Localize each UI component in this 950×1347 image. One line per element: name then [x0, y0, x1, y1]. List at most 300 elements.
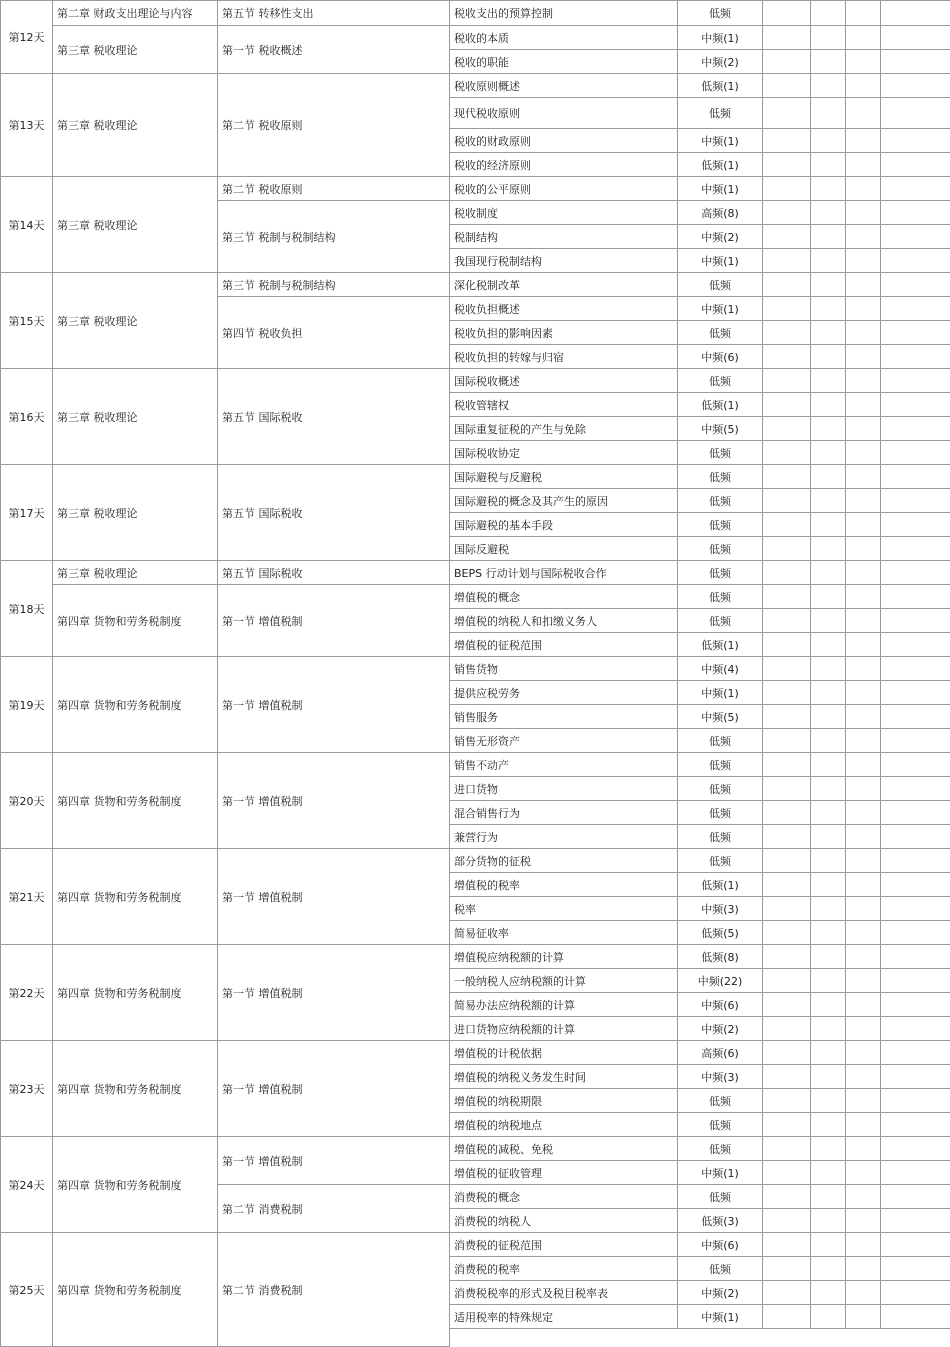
topic-cell: 简易办法应纳税额的计算 [449, 992, 678, 1017]
blank-cell [762, 176, 811, 201]
blank-cell [762, 1016, 811, 1041]
section-cell: 第五节 转移性支出 [217, 0, 450, 26]
frequency-cell: 中频(1) [677, 25, 763, 50]
blank-cell [880, 896, 950, 921]
topic-cell: 消费税税率的形式及税目税率表 [449, 1280, 678, 1305]
blank-cell [762, 128, 811, 153]
blank-cell [810, 152, 846, 177]
section-cell: 第一节 增值税制 [217, 944, 450, 1041]
blank-cell [762, 848, 811, 873]
chapter-cell: 第二章 财政支出理论与内容 [52, 0, 218, 26]
topic-cell: 销售货物 [449, 656, 678, 681]
section-cell: 第二节 消费税制 [217, 1232, 450, 1347]
blank-cell [810, 608, 846, 633]
blank-cell [762, 896, 811, 921]
blank-cell [762, 1064, 811, 1089]
topic-cell: 税收管辖权 [449, 392, 678, 417]
blank-cell [810, 296, 846, 321]
blank-cell [845, 800, 881, 825]
blank-cell [762, 968, 811, 993]
blank-cell [880, 97, 950, 129]
frequency-cell: 低频(1) [677, 392, 763, 417]
frequency-cell: 中频(3) [677, 1064, 763, 1089]
topic-cell: 税收的财政原则 [449, 128, 678, 153]
day-cell: 第16天 [0, 368, 53, 465]
blank-cell [762, 536, 811, 561]
blank-cell [810, 776, 846, 801]
blank-cell [762, 488, 811, 513]
blank-cell [845, 1304, 881, 1329]
blank-cell [762, 728, 811, 753]
blank-cell [810, 1016, 846, 1041]
blank-cell [810, 752, 846, 777]
blank-cell [845, 1256, 881, 1281]
blank-cell [845, 920, 881, 945]
topic-cell: 简易征收率 [449, 920, 678, 945]
topic-cell: 税收负担的影响因素 [449, 320, 678, 345]
blank-cell [762, 224, 811, 249]
blank-cell [880, 320, 950, 345]
blank-cell [845, 728, 881, 753]
frequency-cell: 中频(1) [677, 680, 763, 705]
topic-cell: 混合销售行为 [449, 800, 678, 825]
blank-cell [880, 704, 950, 729]
blank-cell [762, 0, 811, 26]
blank-cell [880, 992, 950, 1017]
blank-cell [880, 224, 950, 249]
blank-cell [762, 776, 811, 801]
topic-cell: 适用税率的特殊规定 [449, 1304, 678, 1329]
blank-cell [762, 416, 811, 441]
blank-cell [762, 632, 811, 657]
blank-cell [810, 1232, 846, 1257]
blank-cell [762, 25, 811, 50]
topic-cell: 进口货物 [449, 776, 678, 801]
blank-cell [810, 896, 846, 921]
blank-cell [845, 1064, 881, 1089]
blank-cell [845, 416, 881, 441]
blank-cell [810, 1184, 846, 1209]
section-cell: 第二节 税收原则 [217, 73, 450, 177]
blank-cell [810, 368, 846, 393]
blank-cell [845, 1184, 881, 1209]
chapter-cell: 第四章 货物和劳务税制度 [52, 584, 218, 657]
blank-cell [762, 368, 811, 393]
chapter-cell: 第四章 货物和劳务税制度 [52, 848, 218, 945]
blank-cell [880, 1208, 950, 1233]
blank-cell [880, 944, 950, 969]
blank-cell [880, 1304, 950, 1329]
topic-cell: 税收制度 [449, 200, 678, 225]
frequency-cell: 低频 [677, 97, 763, 129]
blank-cell [880, 25, 950, 50]
topic-cell: 国际反避税 [449, 536, 678, 561]
topic-cell: 税收的本质 [449, 25, 678, 50]
frequency-cell: 低频 [677, 560, 763, 585]
frequency-cell: 中频(1) [677, 176, 763, 201]
blank-cell [810, 1040, 846, 1065]
chapter-cell: 第四章 货物和劳务税制度 [52, 752, 218, 849]
blank-cell [845, 824, 881, 849]
blank-cell [762, 584, 811, 609]
chapter-cell: 第三章 税收理论 [52, 368, 218, 465]
blank-cell [762, 152, 811, 177]
blank-cell [762, 1136, 811, 1161]
blank-cell [810, 656, 846, 681]
blank-cell [762, 1112, 811, 1137]
frequency-cell: 低频 [677, 752, 763, 777]
blank-cell [845, 73, 881, 98]
blank-cell [880, 1112, 950, 1137]
blank-cell [845, 896, 881, 921]
chapter-cell: 第四章 货物和劳务税制度 [52, 1136, 218, 1233]
blank-cell [880, 728, 950, 753]
blank-cell [845, 512, 881, 537]
blank-cell [845, 968, 881, 993]
topic-cell: 增值税的计税依据 [449, 1040, 678, 1065]
chapter-cell: 第三章 税收理论 [52, 560, 218, 585]
frequency-cell: 低频 [677, 536, 763, 561]
section-cell: 第一节 增值税制 [217, 656, 450, 753]
frequency-cell: 中频(1) [677, 1160, 763, 1185]
blank-cell [880, 1160, 950, 1185]
blank-cell [762, 704, 811, 729]
blank-cell [810, 248, 846, 273]
frequency-cell: 中频(2) [677, 1016, 763, 1041]
frequency-cell: 低频 [677, 320, 763, 345]
blank-cell [810, 512, 846, 537]
frequency-cell: 低频 [677, 1088, 763, 1113]
blank-cell [880, 824, 950, 849]
section-cell: 第一节 增值税制 [217, 1040, 450, 1137]
blank-cell [880, 1232, 950, 1257]
blank-cell [810, 200, 846, 225]
topic-cell: 税收负担概述 [449, 296, 678, 321]
blank-cell [880, 440, 950, 465]
topic-cell: 销售无形资产 [449, 728, 678, 753]
topic-cell: 国际避税与反避税 [449, 464, 678, 489]
section-cell: 第三节 税制与税制结构 [217, 200, 450, 273]
blank-cell [810, 464, 846, 489]
topic-cell: 我国现行税制结构 [449, 248, 678, 273]
frequency-cell: 低频(1) [677, 872, 763, 897]
blank-cell [762, 800, 811, 825]
blank-cell [762, 49, 811, 74]
blank-cell [880, 73, 950, 98]
frequency-cell: 低频 [677, 488, 763, 513]
blank-cell [880, 272, 950, 297]
blank-cell [845, 200, 881, 225]
blank-cell [762, 1160, 811, 1185]
blank-cell [880, 128, 950, 153]
topic-cell: 增值税应纳税额的计算 [449, 944, 678, 969]
blank-cell [845, 97, 881, 129]
frequency-cell: 低频 [677, 368, 763, 393]
frequency-cell: 中频(6) [677, 992, 763, 1017]
blank-cell [810, 128, 846, 153]
blank-cell [845, 776, 881, 801]
topic-cell: 一般纳税人应纳税额的计算 [449, 968, 678, 993]
blank-cell [880, 752, 950, 777]
blank-cell [845, 464, 881, 489]
blank-cell [762, 1088, 811, 1113]
blank-cell [762, 1040, 811, 1065]
frequency-cell: 中频(6) [677, 1232, 763, 1257]
blank-cell [810, 1064, 846, 1089]
blank-cell [810, 1160, 846, 1185]
topic-cell: BEPS 行动计划与国际税收合作 [449, 560, 678, 585]
blank-cell [762, 392, 811, 417]
chapter-cell: 第三章 税收理论 [52, 73, 218, 177]
blank-cell [880, 200, 950, 225]
blank-cell [880, 680, 950, 705]
blank-cell [845, 440, 881, 465]
frequency-cell: 低频 [677, 1136, 763, 1161]
blank-cell [762, 272, 811, 297]
blank-cell [845, 656, 881, 681]
blank-cell [762, 992, 811, 1017]
blank-cell [880, 1064, 950, 1089]
chapter-cell: 第四章 货物和劳务税制度 [52, 1232, 218, 1347]
topic-cell: 销售不动产 [449, 752, 678, 777]
day-cell: 第18天 [0, 560, 53, 657]
blank-cell [845, 1112, 881, 1137]
blank-cell [810, 1304, 846, 1329]
blank-cell [880, 632, 950, 657]
frequency-cell: 高频(8) [677, 200, 763, 225]
topic-cell: 消费税的税率 [449, 1256, 678, 1281]
blank-cell [810, 536, 846, 561]
blank-cell [845, 344, 881, 369]
blank-cell [762, 344, 811, 369]
topic-cell: 部分货物的征税 [449, 848, 678, 873]
blank-cell [845, 272, 881, 297]
section-cell: 第五节 国际税收 [217, 368, 450, 465]
blank-cell [880, 49, 950, 74]
blank-cell [762, 512, 811, 537]
blank-cell [810, 680, 846, 705]
blank-cell [845, 608, 881, 633]
blank-cell [810, 392, 846, 417]
blank-cell [845, 584, 881, 609]
blank-cell [845, 944, 881, 969]
blank-cell [762, 920, 811, 945]
blank-cell [845, 176, 881, 201]
topic-cell: 国际税收协定 [449, 440, 678, 465]
blank-cell [880, 488, 950, 513]
frequency-cell: 低频 [677, 800, 763, 825]
section-cell: 第二节 税收原则 [217, 176, 450, 201]
blank-cell [880, 800, 950, 825]
blank-cell [845, 632, 881, 657]
blank-cell [880, 1040, 950, 1065]
blank-cell [880, 368, 950, 393]
topic-cell: 税收的公平原则 [449, 176, 678, 201]
blank-cell [810, 848, 846, 873]
frequency-cell: 中频(22) [677, 968, 763, 993]
blank-cell [845, 488, 881, 513]
blank-cell [810, 728, 846, 753]
frequency-cell: 高频(6) [677, 1040, 763, 1065]
blank-cell [845, 0, 881, 26]
blank-cell [880, 968, 950, 993]
frequency-cell: 中频(1) [677, 1304, 763, 1329]
blank-cell [762, 680, 811, 705]
topic-cell: 消费税的征税范围 [449, 1232, 678, 1257]
frequency-cell: 中频(1) [677, 296, 763, 321]
day-cell: 第13天 [0, 73, 53, 177]
topic-cell: 销售服务 [449, 704, 678, 729]
frequency-cell: 中频(2) [677, 1280, 763, 1305]
topic-cell: 增值税的征收管理 [449, 1160, 678, 1185]
blank-cell [880, 344, 950, 369]
blank-cell [845, 536, 881, 561]
day-cell: 第19天 [0, 656, 53, 753]
day-cell: 第23天 [0, 1040, 53, 1137]
section-cell: 第四节 税收负担 [217, 296, 450, 369]
chapter-cell: 第三章 税收理论 [52, 464, 218, 561]
blank-cell [762, 1256, 811, 1281]
topic-cell: 税收的经济原则 [449, 152, 678, 177]
blank-cell [880, 584, 950, 609]
blank-cell [880, 176, 950, 201]
frequency-cell: 中频(5) [677, 416, 763, 441]
blank-cell [762, 248, 811, 273]
blank-cell [762, 464, 811, 489]
frequency-cell: 中频(6) [677, 344, 763, 369]
blank-cell [880, 608, 950, 633]
chapter-cell: 第四章 货物和劳务税制度 [52, 656, 218, 753]
blank-cell [845, 25, 881, 50]
topic-cell: 现代税收原则 [449, 97, 678, 129]
day-cell: 第20天 [0, 752, 53, 849]
frequency-cell: 低频 [677, 0, 763, 26]
blank-cell [845, 1016, 881, 1041]
blank-cell [845, 1208, 881, 1233]
day-cell: 第17天 [0, 464, 53, 561]
blank-cell [880, 1280, 950, 1305]
blank-cell [762, 872, 811, 897]
blank-cell [762, 1208, 811, 1233]
blank-cell [762, 296, 811, 321]
blank-cell [810, 704, 846, 729]
blank-cell [810, 272, 846, 297]
blank-cell [810, 968, 846, 993]
blank-cell [845, 992, 881, 1017]
blank-cell [810, 176, 846, 201]
frequency-cell: 低频 [677, 776, 763, 801]
topic-cell: 兼营行为 [449, 824, 678, 849]
frequency-cell: 低频 [677, 608, 763, 633]
section-cell: 第二节 消费税制 [217, 1184, 450, 1233]
frequency-cell: 低频(8) [677, 944, 763, 969]
blank-cell [880, 656, 950, 681]
blank-cell [880, 1136, 950, 1161]
blank-cell [845, 152, 881, 177]
frequency-cell: 低频 [677, 584, 763, 609]
topic-cell: 深化税制改革 [449, 272, 678, 297]
blank-cell [762, 824, 811, 849]
blank-cell [810, 488, 846, 513]
frequency-cell: 中频(5) [677, 704, 763, 729]
blank-cell [810, 320, 846, 345]
blank-cell [845, 1088, 881, 1113]
day-cell: 第12天 [0, 0, 53, 74]
day-cell: 第21天 [0, 848, 53, 945]
blank-cell [880, 248, 950, 273]
blank-cell [762, 1184, 811, 1209]
blank-cell [845, 872, 881, 897]
frequency-cell: 低频 [677, 512, 763, 537]
frequency-cell: 低频 [677, 440, 763, 465]
blank-cell [845, 704, 881, 729]
section-cell: 第五节 国际税收 [217, 560, 450, 585]
blank-cell [880, 1088, 950, 1113]
blank-cell [810, 632, 846, 657]
blank-cell [810, 0, 846, 26]
frequency-cell: 低频 [677, 728, 763, 753]
topic-cell: 税收原则概述 [449, 73, 678, 98]
frequency-cell: 低频(1) [677, 632, 763, 657]
blank-cell [880, 392, 950, 417]
topic-cell: 国际税收概述 [449, 368, 678, 393]
topic-cell: 增值税的纳税期限 [449, 1088, 678, 1113]
blank-cell [845, 1136, 881, 1161]
blank-cell [845, 368, 881, 393]
section-cell: 第一节 增值税制 [217, 584, 450, 657]
topic-cell: 消费税的纳税人 [449, 1208, 678, 1233]
blank-cell [845, 224, 881, 249]
blank-cell [810, 1088, 846, 1113]
topic-cell: 税率 [449, 896, 678, 921]
frequency-cell: 中频(1) [677, 248, 763, 273]
topic-cell: 增值税的概念 [449, 584, 678, 609]
frequency-cell: 低频 [677, 1256, 763, 1281]
blank-cell [762, 1304, 811, 1329]
chapter-cell: 第三章 税收理论 [52, 25, 218, 74]
chapter-cell: 第四章 货物和劳务税制度 [52, 1040, 218, 1137]
topic-cell: 税制结构 [449, 224, 678, 249]
blank-cell [880, 560, 950, 585]
topic-cell: 增值税的纳税义务发生时间 [449, 1064, 678, 1089]
topic-cell: 增值税的减税、免税 [449, 1136, 678, 1161]
blank-cell [810, 1136, 846, 1161]
blank-cell [880, 0, 950, 26]
blank-cell [880, 296, 950, 321]
blank-cell [810, 944, 846, 969]
blank-cell [880, 152, 950, 177]
frequency-cell: 低频 [677, 848, 763, 873]
blank-cell [810, 416, 846, 441]
topic-cell: 增值税的税率 [449, 872, 678, 897]
topic-cell: 进口货物应纳税额的计算 [449, 1016, 678, 1041]
blank-cell [845, 128, 881, 153]
blank-cell [845, 248, 881, 273]
frequency-cell: 中频(3) [677, 896, 763, 921]
day-cell: 第25天 [0, 1232, 53, 1347]
section-cell: 第一节 增值税制 [217, 1136, 450, 1185]
blank-cell [762, 73, 811, 98]
blank-cell [810, 49, 846, 74]
blank-cell [810, 920, 846, 945]
topic-cell: 国际避税的概念及其产生的原因 [449, 488, 678, 513]
chapter-cell: 第三章 税收理论 [52, 272, 218, 369]
blank-cell [845, 1280, 881, 1305]
blank-cell [762, 608, 811, 633]
blank-cell [762, 944, 811, 969]
frequency-cell: 中频(2) [677, 49, 763, 74]
frequency-cell: 低频 [677, 272, 763, 297]
